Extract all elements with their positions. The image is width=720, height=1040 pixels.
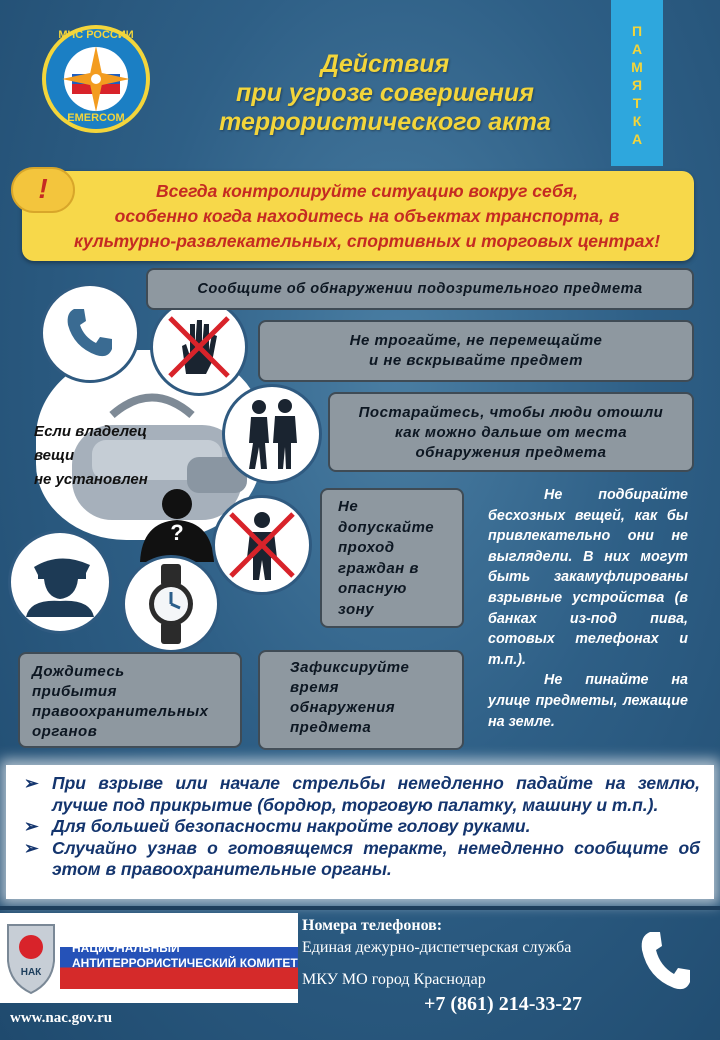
warning-text (42, 179, 692, 254)
step-line: органов (32, 723, 98, 740)
step-move-people (328, 392, 694, 472)
unknown-person-icon (136, 486, 218, 562)
police-circle (8, 530, 112, 634)
nak-badge-text: НАК (20, 967, 42, 978)
warning-line: Всегда контролируйте ситуацию вокруг себя, (156, 181, 578, 201)
side-letter: Т (632, 95, 642, 111)
unknown-mark: ? (170, 520, 184, 545)
step-line: Не (338, 498, 359, 515)
step-line: правоохранительных (32, 703, 209, 720)
owner-label-line: не установлен (34, 471, 148, 488)
title-line: террористического акта (219, 108, 551, 136)
step-line: Зафиксируйте (290, 659, 410, 676)
nak-title (72, 941, 298, 971)
arrow-bullet-icon: ➢ (24, 816, 39, 836)
phones-title: Номера телефонов: (302, 917, 443, 934)
owner-label-line: Если владелец (34, 423, 147, 440)
people-circle (222, 384, 322, 484)
list-item-text: Для большей безопасности накройте голову руками. (52, 816, 531, 836)
nak-banner (0, 913, 298, 1003)
step-dont-touch (258, 320, 694, 382)
hand-circle (150, 298, 248, 396)
step-wait-police (18, 652, 242, 748)
step-line: Дождитесь (32, 663, 125, 680)
step-line: и не вскрывайте предмет (369, 352, 583, 369)
warning-line: культурно-развлекательных, спортивных и торговых центрах! (73, 231, 661, 251)
step-line: опасную (338, 580, 407, 598)
owner-label-line: вещи (34, 447, 75, 464)
side-letter: А (631, 131, 643, 147)
phone-icon (60, 303, 120, 363)
exclamation-badge: ! (11, 167, 75, 213)
people-walking-icon (237, 397, 307, 471)
page-title (175, 50, 595, 137)
side-note-para: Не пинайте на улице предметы, лежащие на земле. (488, 672, 688, 730)
watch-circle (122, 555, 220, 653)
nak-shield-icon (4, 921, 58, 995)
side-note (488, 485, 688, 732)
warning-line: особенно когда находитесь на объектах транспорта, в (114, 206, 620, 226)
arrow-bullet-icon: ➢ (24, 773, 39, 793)
rules-list (6, 765, 714, 899)
list-item (24, 816, 700, 838)
no-entry-circle (212, 495, 312, 595)
list-item (24, 773, 700, 816)
step-line: прибытия (32, 683, 117, 700)
side-letter: А (631, 41, 643, 57)
phones-block (302, 915, 632, 1017)
step-line: зону (338, 600, 375, 618)
owner-unknown-label (34, 420, 174, 492)
arrow-bullet-icon: ➢ (24, 837, 39, 858)
step-line: предмета (290, 719, 372, 736)
step-report (146, 268, 694, 310)
wristwatch-icon (143, 564, 199, 644)
title-line: Действия (320, 50, 450, 78)
step-line: Постарайтесь, чтобы люди отошли (358, 404, 664, 421)
service-name: Единая дежурно-диспетчерская служба (302, 939, 572, 956)
org-name: МКУ МО город Краснодар (302, 971, 486, 988)
list-item-text: При взрыве или начале стрельбы немедленно падайте на землю, лучше под прикрытие (бордюр, торговую палатку, машину и т.п.). (52, 773, 700, 815)
memo-side-label (611, 0, 663, 166)
step-line: обнаружения предмета (415, 444, 607, 461)
step-line: Не трогайте, не перемещайте (349, 332, 603, 349)
step-no-access (320, 488, 464, 628)
list-item-text: Случайно узнав о готовящемся теракте, немедленно сообщите об этом в правоохранительные органы. (52, 837, 700, 879)
warning-banner (22, 171, 694, 261)
handset-icon (636, 928, 696, 994)
step-report-text: Сообщите об обнаружении подозрительного предмета (197, 281, 643, 297)
title-line: при угрозе совершения (236, 79, 534, 107)
phone-circle (40, 283, 140, 383)
step-line: проход (338, 539, 395, 557)
website-link[interactable]: www.nac.gov.ru (10, 1010, 113, 1026)
step-line: граждан в (338, 559, 419, 577)
logo-top-text: МЧС РОССИИ (58, 29, 134, 41)
side-letter: Я (631, 77, 643, 93)
crossed-hand-icon (164, 312, 234, 382)
step-line: как можно дальше от места (394, 424, 628, 441)
step-line: допускайте (338, 518, 435, 536)
logo-bottom-text: EMERCOM (67, 112, 125, 124)
step-line: время (290, 679, 339, 696)
police-officer-icon (20, 547, 100, 617)
side-note-para: Не подбирайте бесхозных вещей, как бы привлекательно они не выглядели. В них могут быть закамуфлированы взрывные устройства (в банках из-под пива, сотовых телефонах и т.п.). (488, 487, 688, 668)
step-record-time (258, 650, 464, 750)
side-letter: К (632, 113, 642, 129)
nak-title-line: НАЦИОНАЛЬНЫЙ (72, 941, 180, 955)
step-line: обнаружения (290, 699, 396, 716)
list-item (24, 838, 700, 881)
crossed-person-icon (225, 508, 299, 582)
phone-number[interactable]: +7 (861) 214-33-27 (424, 993, 583, 1015)
footer-divider (0, 906, 720, 910)
emercom-logo (30, 24, 162, 134)
side-letter: М (631, 59, 643, 75)
side-letter: П (631, 23, 643, 39)
nak-title-line: АНТИТЕРРОРИСТИЧЕСКИЙ КОМИТЕТ (72, 956, 298, 970)
